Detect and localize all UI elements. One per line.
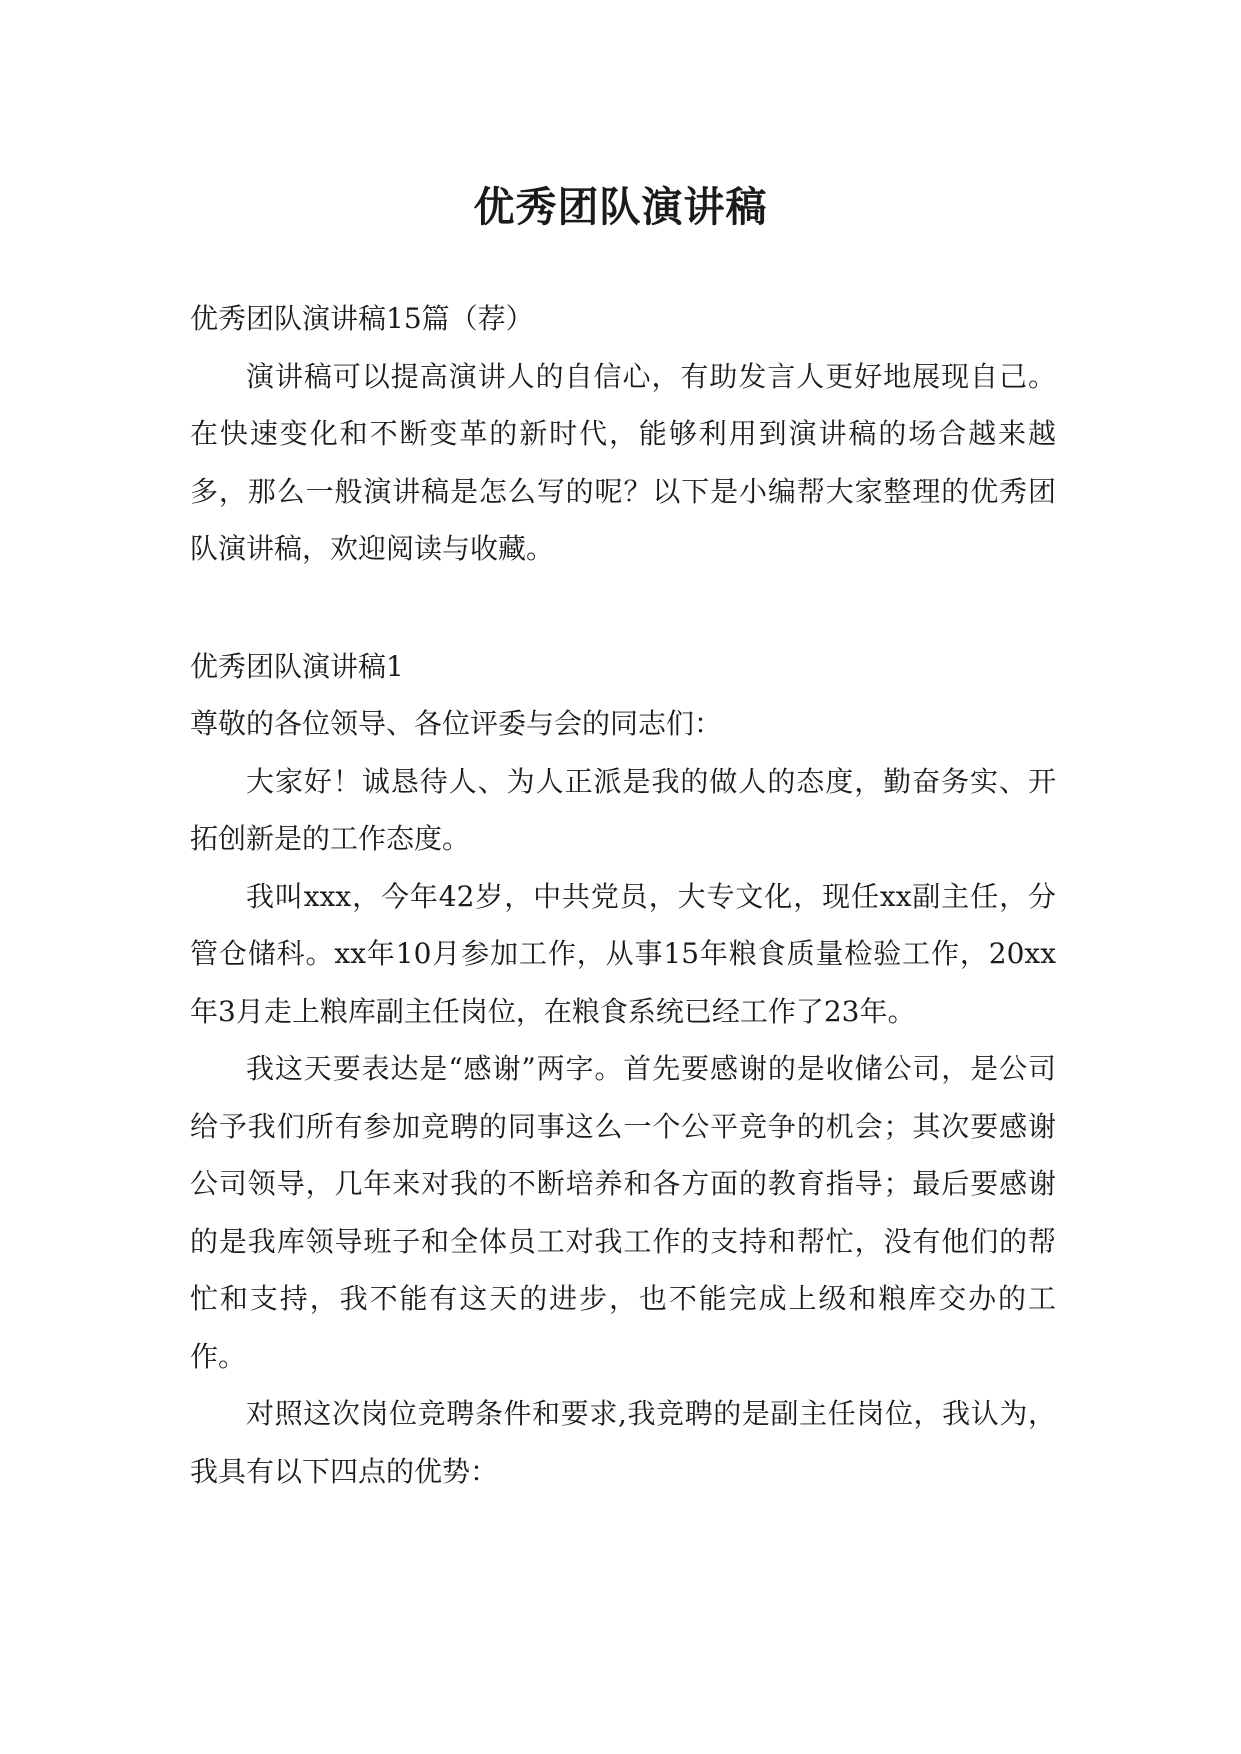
intro-paragraph: 演讲稿可以提高演讲人的自信心，有助发言人更好地展现自己。在快速变化和不断变革的新时代，能够利用到演讲稿的场合越来越多，那么一般演讲稿是怎么写的呢？以下是小编帮大家整理的优秀团队演讲稿，欢迎阅读与收藏。	[190, 359, 1056, 565]
salutation-line: 尊敬的各位领导、各位评委与会的同志们：	[190, 707, 723, 740]
body-paragraph-profile: 我叫xxx，今年42岁，中共党员，大专文化，现任xx副主任，分管仓储科。xx年10月参加工作，从事15年粮食质量检验工作，20xx年3月走上粮库副主任岗位，在粮食系统已经工作了23年。	[190, 879, 1056, 1028]
document-body	[190, 290, 1056, 1500]
body-paragraph-thanks: 我这天要表达是“感谢”两字。首先要感谢的是收储公司，是公司给予我们所有参加竞聘的同事这么一个公平竞争的机会；其次要感谢公司领导，几年来对我的不断培养和各方面的教育指导；最后要感谢的是我库领导班子和全体员工对我工作的支持和帮忙，没有他们的帮忙和支持，我不能有这天的进步，也不能完成上级和粮库交办的工作。	[190, 1052, 1056, 1373]
section-spacer	[190, 578, 1056, 638]
subtitle-line: 优秀团队演讲稿15篇（荐）	[190, 302, 534, 335]
body-paragraph-advantages: 对照这次岗位竞聘条件和要求,我竞聘的是副主任岗位，我认为，我具有以下四点的优势：	[190, 1397, 1056, 1488]
section-heading: 优秀团队演讲稿1	[190, 649, 404, 683]
body-paragraph-greeting: 大家好！诚恳待人、为人正派是我的做人的态度，勤奋务实、开拓创新是的工作态度。	[190, 764, 1056, 855]
document-title: 优秀团队演讲稿	[473, 183, 768, 232]
